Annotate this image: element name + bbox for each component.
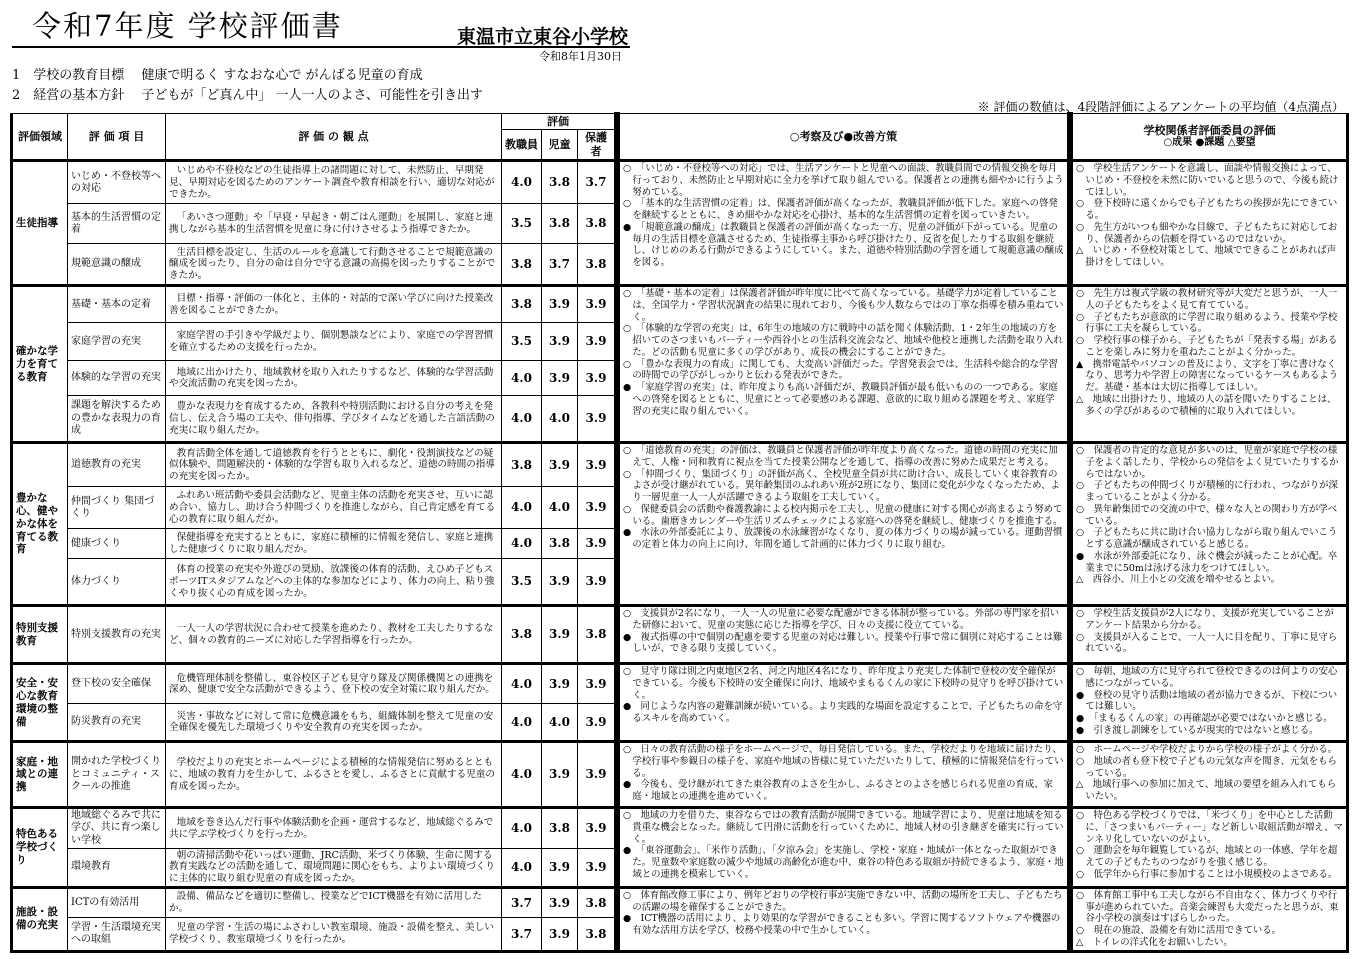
view-cell: 危機管理体制を整備し、東谷校区子ども見守り隊及び関係機関との連携を深め、健康で安全な活動ができるよう、登下校の安全対策に取り組んだか。 — [166, 664, 502, 704]
item-cell: 基本的生活習慣の定着 — [68, 204, 166, 244]
committee-line: ○ 地域の者も登下校で子どもの元気な声を聞き、元気をもらっている。 — [1076, 755, 1337, 779]
area-cell: 施設・設備の充実 — [12, 887, 68, 951]
committee-line: ○ 保護者の肯定的な意見が多いのは、児童が家庭で学校の様子をよく話したり、学校からの発信をよく見ていたりするからではないか。 — [1076, 445, 1339, 480]
area-cell: 特色ある学校づくり — [12, 808, 68, 888]
review-line: ● 水泳の外部委託により、放課後の水泳練習がなくなり、夏の体力づくりの場が減っている。運動習慣の定着と体力の向上に向け、年間を通して計画的に体力づくりに取り組む。 — [623, 527, 1063, 551]
review-line: ○ 「基礎・基本の定着」は保護者評価が昨年度に比べて高くなっている。基礎学力が定着していることは、全国学力・学習状況調査の結果に現れており、今後も少人数ならではの丁寧な指導を積み重ねていく。 — [623, 288, 1064, 323]
committee-line: ● 登校の見守り活動は地域の者が協力できるが、下校については難しい。 — [1076, 689, 1338, 713]
score-child: 4.0 — [542, 704, 578, 742]
committee-line: ○ 学校生活支援員が2人になり、支援が充実していることがアンケート結果から分かる。 — [1076, 608, 1334, 631]
score-staff: 3.8 — [502, 286, 542, 323]
col-child: 児童 — [542, 130, 578, 161]
committee-cell — [1072, 808, 1348, 888]
item-cell: 開かれた学校づくりとコミュニティ・スクールの推進 — [68, 742, 166, 808]
view-cell: 「あいさつ運動」や「早寝・早起き・朝ごはん運動」を展開し、家庭と連携しながら基本的生活習慣を児童に身に付けさせるよう指導できたか。 — [166, 204, 502, 244]
score-parent: 3.9 — [578, 323, 616, 361]
score-parent: 3.8 — [578, 918, 616, 951]
score-note: ※ 評価の数値は、4段階評価によるアンケートの平均値（4点満点） — [977, 100, 1344, 114]
table-row — [12, 286, 1348, 323]
score-parent: 3.9 — [578, 664, 616, 704]
score-parent: 3.9 — [578, 443, 616, 487]
review-line: ● 「東谷運動会」、「米作り活動」、「夕涼み会」を実施し、学校・家庭・地域が一体となった取組ができた。児童数や家庭数の減少や地域の高齢化が進む中、東谷の特色ある取組が持続できるよう、家庭・地域との連携を模索していく。 — [623, 845, 1064, 880]
committee-cell — [1072, 664, 1348, 742]
score-child: 3.8 — [542, 808, 578, 849]
col-staff: 教職員 — [502, 130, 542, 161]
review-line: ○ 「豊かな表現力の育成」に関しても、大変高い評価だった。学習発表会では、生活科や総合的な学習の時間での学びがしっかりと伝わる発表ができた。 — [623, 358, 1058, 382]
review-cell — [619, 161, 1069, 286]
col-area: 評価領域 — [12, 114, 68, 161]
committee-cell — [1072, 606, 1348, 664]
review-cell — [619, 443, 1069, 606]
review-line: ● ICT機器の活用により、より効果的な学習ができることも多い。学習に関するソフトウェアや機器の有効な活用方法を学び、校務や授業の中で生かしていく。 — [623, 913, 1061, 937]
score-parent: 3.9 — [578, 487, 616, 529]
view-cell: いじめや不登校などの生徒指導上の諸問題に対して、未然防止、早期発見、早期対応を図るためのアンケート調査や教育相談を行い、適切な対応ができたか。 — [166, 161, 502, 204]
table-row — [12, 742, 1348, 808]
item-cell: 環境教育 — [68, 848, 166, 887]
committee-cell — [1072, 286, 1348, 443]
score-staff: 3.8 — [502, 606, 542, 664]
score-child: 3.9 — [542, 361, 578, 396]
committee-line: ● 「まもるくんの家」の再確認が必要ではないかと感じる。 — [1076, 713, 1333, 725]
view-cell: ふれあい班活動や委員会活動など、児童主体の活動を充実させ、互いに認め合い、協力し、助け合う仲間づくりを推進しながら、自己肯定感を育てる心の教育に取り組んだか。 — [166, 487, 502, 529]
table-row — [12, 887, 1348, 917]
score-parent: 3.9 — [578, 742, 616, 808]
table-row — [12, 443, 1348, 487]
committee-line: △ トイレの洋式化をお願いしたい。 — [1076, 936, 1233, 948]
review-line: ○ 保健委員会の活動や養護教諭による校内掲示を工夫し、児童の健康に対する関心が高まるよう努めている。歯磨きカレンダーや生活リズムチェックによる家庭への啓発を継続し、健康づくりを推進する。 — [623, 503, 1063, 527]
view-cell: 地域を巻き込んだ行事や体験活動を企画・運営するなど、地域総ぐるみで共に学ぶ学校づくりを行ったか。 — [166, 808, 502, 849]
committee-line: ○ 毎朝、地域の方に見守られて登校できるのは何よりの安心感につながっている。 — [1076, 666, 1338, 689]
score-child: 3.8 — [542, 161, 578, 204]
table-row — [12, 161, 1348, 204]
score-child: 3.9 — [542, 918, 578, 951]
score-staff: 4.0 — [502, 848, 542, 887]
score-staff: 4.0 — [502, 742, 542, 808]
school-name: 東温市立東谷小学校 — [457, 26, 629, 48]
area-cell: 確かな学力を育てる教育 — [12, 286, 68, 443]
report-date: 令和8年1月30日 — [539, 50, 622, 63]
committee-legend: ○成果 ●課題 △要望 — [1163, 137, 1256, 149]
score-staff: 3.7 — [502, 918, 542, 951]
committee-line: △ いじめ・不登校対策として、地域でできることがあれば声掛けをしてほしい。 — [1076, 245, 1337, 269]
score-parent: 3.9 — [578, 396, 616, 443]
area-cell: 安全・安心な教育環境の整備 — [12, 664, 68, 742]
score-child: 3.9 — [542, 742, 578, 808]
committee-line: ○ 子どもたちに共に助け合い協力しながら取り組んでいこうとする意識が醸成されていると感じる。 — [1076, 527, 1338, 551]
score-child: 3.9 — [542, 606, 578, 664]
item-cell: 仲間づくり 集団づくり — [68, 487, 166, 529]
item-cell: 防災教育の充実 — [68, 704, 166, 742]
score-child: 3.7 — [542, 244, 578, 286]
committee-line: △ 西谷小、川上小との交流を増やせるとよい。 — [1076, 574, 1281, 586]
review-line: ○ 「体験的な学習の充実」は、6年生の地域の方に戦時中の話を聞く体験活動、1・2年生の地域の方を招いてのさつまいもパーティーや西谷小との生活科交流会など、地域や他校と連携した活動を取り入れた。どの活動も児童に多くの学びがあり、成長の機会にすることができた。 — [623, 323, 1063, 358]
score-parent: 3.8 — [578, 204, 616, 244]
score-parent: 3.8 — [578, 606, 616, 664]
view-cell: 保健指導を充実するとともに、家庭に積極的に情報を発信し、家庭と連携した健康づくりに取り組んだか。 — [166, 529, 502, 559]
review-line: ○ 日々の教育活動の様子をホームページで、毎日発信している。また、学校だよりを地域に届けたり、学校行事や参観日の様子を、家庭や地域の皆様に見ていただいたりして、積極的に情報発信を行っている。 — [623, 744, 1064, 779]
score-staff: 4.0 — [502, 361, 542, 396]
review-line: ● 同じような内容の避難訓練が続いている。より実践的な場面を設定することで、子どもたちの命を守るスキルを高めていく。 — [623, 701, 1063, 725]
committee-line: ○ 学校生活アンケートを意識し、面談や情報交換によって、いじめ・不登校を未然に防いでいると思うので、今後も続けてほしい。 — [1076, 163, 1339, 198]
col-parent: 保護者 — [578, 130, 616, 161]
item-cell: 規範意識の醸成 — [68, 244, 166, 286]
view-cell: 豊かな表現力を育成するため、各教科や特別活動における自分の考えを発信し、伝え合う場の工夫や、俳句指導、学びタイムなどを通した言語活動の充実に取り組んだか。 — [166, 396, 502, 443]
col-item: 評 価 項 目 — [68, 114, 166, 161]
score-staff: 3.8 — [502, 244, 542, 286]
review-line: ○ 「仲間づくり、集団づくり」の評価が高く、全校児童全員が共に助け合い、成長していく東谷教育のよさが受け継がれている。異年齢集団のふれあい班が2班になり、集団に変化が少なくなったため、より一層児童一人一人が活躍できるよう取組を工夫していく。 — [623, 468, 1060, 504]
col-view: 評 価 の 観 点 — [166, 114, 502, 161]
score-parent: 3.8 — [578, 887, 616, 917]
item-cell: いじめ・不登校等への対応 — [68, 161, 166, 204]
score-staff: 3.7 — [502, 887, 542, 917]
score-staff: 4.0 — [502, 664, 542, 704]
review-line: ● 複式指導の中で個別の配慮を要する児童の対応は難しい。授業や行事で常に個別に対応することは難しいが、できる限り支援していく。 — [623, 631, 1063, 655]
review-line: ○ 「道徳教育の充実」の評価は、教職員と保護者評価が昨年度より高くなった。道徳の時間の充実に加えて、人権・同和教育に視点を当てた授業公開などを通して、指導の改善に努めた成果だと考える。 — [623, 445, 1058, 468]
col-review: ○考察及び●改善方策 — [619, 114, 1069, 161]
score-child: 3.9 — [542, 887, 578, 917]
committee-line: ○ 現在の施設、設備を有効に活用できている。 — [1076, 925, 1282, 937]
review-cell — [619, 664, 1069, 742]
item-cell: 課題を解決するための豊かな表現力の育成 — [68, 396, 166, 443]
review-line: ● 「規範意識の醸成」は教職員と保護者の評価が高くなった一方、児童の評価が下がっている。児童の毎月の生活目標を意識させるため、生徒指導主事から呼び掛けたり、反省を促したりする取組を継続し、けじめのある行動ができるようにしていく。また、道徳や特別活動の学習を通して規範意識の醸成を図る。 — [623, 221, 1064, 269]
committee-line: ○ 運動会を毎年観覧しているが、地域との一体感、学年を超えての子どもたちのつながりを強く感じる。 — [1076, 845, 1338, 869]
item-cell: 基礎・基本の定着 — [68, 286, 166, 323]
committee-line: ○ 低学年から行事に参加することは小規模校のよさである。 — [1076, 868, 1338, 880]
review-cell — [619, 808, 1069, 888]
view-cell: 設備、備品などを適切に整備し、授業などでICT機器を有効に活用したか。 — [166, 887, 502, 917]
item-cell: 家庭学習の充実 — [68, 323, 166, 361]
score-staff: 3.5 — [502, 559, 542, 606]
management-policy: 2 経営の基本方針 子どもが「ど真ん中」 一人一人のよさ、可能性を引き出す — [12, 88, 484, 103]
review-line: ○ 体育館改修工事により、例年どおりの学校行事が実施できない中、活動の場所を工夫し、子どもたちの活躍の場を確保することができた。 — [623, 889, 1063, 913]
committee-line: ○ 異年齢集団での交流の中で、様々な人との関わり方が学べている。 — [1076, 503, 1338, 527]
committee-cell — [1072, 742, 1348, 808]
committee-line: ○ 先生方は複式学級の教材研究等が大変だと思うが、一人一人の子どもたちをよく見て育てている。 — [1076, 288, 1338, 311]
item-cell: ICTの有効活用 — [68, 887, 166, 917]
committee-cell — [1072, 443, 1348, 606]
score-parent: 3.9 — [578, 704, 616, 742]
score-parent: 3.9 — [578, 808, 616, 849]
view-cell: 教育活動全体を通して道徳教育を行うとともに、劇化・役割演技などの疑似体験や、問題解決的・体験的な学習も取り入れるなど、道徳の時間の指導の充実を図ったか。 — [166, 443, 502, 487]
committee-line: △ 地域行事への参加に加えて、地域の要望を組み入れてもらいたい。 — [1076, 779, 1337, 803]
area-cell: 生徒指導 — [12, 161, 68, 286]
score-child: 4.0 — [542, 487, 578, 529]
score-staff: 3.8 — [502, 443, 542, 487]
item-cell: 特別支援教育の充実 — [68, 606, 166, 664]
item-cell: 学習・生活環境充実への取組 — [68, 918, 166, 951]
score-parent: 3.9 — [578, 529, 616, 559]
col-eval: 評価 — [502, 114, 616, 130]
item-cell: 体力づくり — [68, 559, 166, 606]
education-goal: 1 学校の教育目標 健康で明るく すなおな心で がんばる児童の育成 — [12, 68, 423, 83]
committee-line: ○ 子どもたちの仲間づくりが積極的に行われ、つながりが深まっていることがよく分かる。 — [1076, 480, 1338, 504]
score-staff: 4.0 — [502, 529, 542, 559]
table-body — [12, 161, 1348, 951]
score-staff: 3.5 — [502, 204, 542, 244]
area-cell: 家庭・地域との連携 — [12, 742, 68, 808]
view-cell: 学校だよりの充実とホームページによる積極的な情報発信に努めるとともに、地域の教育力を生かして、ふるさとを愛し、ふるさとに貢献する児童の育成を図ったか。 — [166, 742, 502, 808]
table-row — [12, 808, 1348, 849]
view-cell: 災害・事故などに対して常に危機意識をもち、組織体制を整えて児童の安全確保を優先した環境づくりや安全教育の充実を図ったか。 — [166, 704, 502, 742]
view-cell: 地域に出かけたり、地域教材を取り入れたりするなど、体験的な学習活動や交流活動の充実を図ったか。 — [166, 361, 502, 396]
review-line: ○ 「基本的な生活習慣の定着」は、保護者評価が高くなったが、教職員評価が低下した。家庭への啓発を継続するとともに、きめ細やかな対応を心掛け、基本的な生活習慣の定着を図っていきたい。 — [623, 198, 1058, 222]
area-cell: 豊かな心、健やかな体を育てる教育 — [12, 443, 68, 606]
page-title: 令和7年度 学校評価書 — [32, 9, 343, 43]
score-child: 3.9 — [542, 286, 578, 323]
committee-line: ○ ホームページや学校だよりから学校の様子がよく分かる。 — [1076, 744, 1338, 756]
score-parent: 3.8 — [578, 244, 616, 286]
score-child: 3.8 — [542, 529, 578, 559]
score-child: 4.0 — [542, 396, 578, 443]
committee-line: ○ 先生方がいつも細やかな目線で、子どもたちに対応しており、保護者からの信頼を得ているのではないか。 — [1076, 221, 1338, 245]
score-staff: 3.5 — [502, 323, 542, 361]
committee-line: ● 水泳が外部委託になり、泳ぐ機会が減ったことが心配。卒業までに50mは泳げる泳力をつけてほしい。 — [1076, 550, 1338, 574]
score-staff: 4.0 — [502, 161, 542, 204]
item-cell: 登下校の安全確保 — [68, 664, 166, 704]
view-cell: 生活目標を設定し、生活のルールを意識して行動させることで規範意識の醸成を図ったり、自分の命は自分で守る意識の高揚を図ったりすることができたか。 — [166, 244, 502, 286]
table-row — [12, 664, 1348, 704]
score-child: 3.9 — [542, 559, 578, 606]
committee-line: ▲ 携帯電話やパソコンの普及により、文字を丁寧に書けなくなり、思考力や学習上の障害になっているケースもあるようだ。基礎・基本は大切に指導してほしい。 — [1076, 358, 1339, 394]
score-child: 3.8 — [542, 204, 578, 244]
committee-line: ○ 特色ある学校づくりでは、「米づくり」を中心とした活動に、「さつまいもパーティー」など新しい取組活動が増え、マンネリ化していないのがよい。 — [1076, 810, 1344, 845]
score-child: 3.9 — [542, 664, 578, 704]
score-staff: 4.0 — [502, 808, 542, 849]
committee-line: ● 引き渡し訓練をしているが現実的ではないと感じる。 — [1076, 724, 1319, 736]
review-line: ● 「家庭学習の充実」は、昨年度よりも高い評価だが、教職員評価が最も低いものの一つである。家庭への啓発を図るとともに、児童にとって必要感のある課題、意欲的に取り組める課題を考え、家庭学習の充実に取り組んでいく。 — [623, 382, 1058, 417]
committee-cell — [1072, 887, 1348, 951]
review-cell — [619, 887, 1069, 951]
table-row — [12, 606, 1348, 664]
review-line: ○ 地域の力を借りた、東谷ならではの教育活動が展開できている。地域学習により、児童は地域を知る貴重な機会となった。継続して円滑に活動を行っていくために、地域人材の引き継ぎを確実に行っていく。 — [623, 810, 1064, 845]
review-line: ○ 「いじめ・不登校等への対応」では、生活アンケートと児童への面談、教職員間での情報交換を毎月行っており、未然防止と早期対応に全力を挙げて取り組んでいる。保護者との連携も細やかに行うよう努めている。 — [623, 163, 1064, 198]
committee-line: ○ 体育館工事中も工夫しながら不自由なく、体力づくりや行事が進められていた。音楽会練習も大変だったと思うが、東谷小学校の演奏はすばらしかった。 — [1076, 889, 1339, 925]
item-cell: 道徳教育の充実 — [68, 443, 166, 487]
review-line: ● 今後も、受け継がれてきた東谷教育のよさを生かし、ふるさとのよさを感じられる児童の育成、家庭・地域との連携を進めていく。 — [623, 779, 1054, 803]
col-committee — [1072, 114, 1348, 161]
review-cell — [619, 606, 1069, 664]
committee-cell — [1072, 161, 1348, 286]
review-cell — [619, 742, 1069, 808]
committee-heading: 学校関係者評価委員の評価 — [1143, 123, 1276, 137]
view-cell: 朝の清掃活動や花いっぱい運動、JRC活動、米づくり体験、生命に関する教育実践などの活動を通して、環境問題に関心をもち、よりよい環境づくりに主体的に取り組む児童の育成を図ったか。 — [166, 848, 502, 887]
score-parent: 3.9 — [578, 848, 616, 887]
score-staff: 4.0 — [502, 704, 542, 742]
score-parent: 3.9 — [578, 559, 616, 606]
score-parent: 3.9 — [578, 361, 616, 396]
item-cell: 地域総ぐるみで共に学び、共に育つ楽しい学校 — [68, 808, 166, 849]
score-child: 3.9 — [542, 443, 578, 487]
score-parent: 3.7 — [578, 161, 616, 204]
view-cell: 体育の授業の充実や外遊びの奨励、放課後の体育的活動、えひめ子どもスポーツITスタジアムなどへの主体的な参加などにより、体力の向上、粘り強くやり抜く心の育成を図ったか。 — [166, 559, 502, 606]
review-line: ○ 見守り隊は則之内東地区2名、河之内地区4名になり、昨年度より充実した体制で登校の安全確保ができている。今後も下校時の安全確保に向け、地域やまもるくんの家に下校時の見守りを呼び掛けていく。 — [623, 666, 1064, 701]
view-cell: 児童の学習・生活の場にふさわしい教室環境、施設・設備を整え、美しい学校づくり、教室環境づくりを行ったか。 — [166, 918, 502, 951]
item-cell: 体験的な学習の充実 — [68, 361, 166, 396]
area-cell: 特別支援教育 — [12, 606, 68, 664]
review-line: ○ 支援員が2名になり、一人一人の児童に必要な配慮ができる体制が整っている。外部の専門家を招いた研修において、児童の実態に応じた指導を学び、日々の支援に役立てている。 — [623, 608, 1060, 631]
score-parent: 3.9 — [578, 286, 616, 323]
evaluation-table — [10, 112, 1349, 953]
score-child: 3.9 — [542, 848, 578, 887]
committee-line: ○ 支援員が入ることで、一人一人に目を配り、丁寧に見守られている。 — [1076, 631, 1338, 655]
view-cell: 目標・指導・評価の一体化と、主体的・対話的で深い学びに向けた授業改善を図ることができたか。 — [166, 286, 502, 323]
item-cell: 健康づくり — [68, 529, 166, 559]
view-cell: 家庭学習の手引きや学級だより、個別懇談などにより、家庭での学習習慣を確立するための支援を行ったか。 — [166, 323, 502, 361]
committee-line: ○ 子どもたちが意欲的に学習に取り組めるよう、授業や学校行事に工夫を凝らしている。 — [1076, 311, 1338, 335]
review-cell — [619, 286, 1069, 443]
score-staff: 4.0 — [502, 487, 542, 529]
score-child: 3.9 — [542, 323, 578, 361]
score-staff: 4.0 — [502, 396, 542, 443]
view-cell: 一人一人の学習状況に合わせて授業を進めたり、教材を工夫したりするなど、個々の教育的ニーズに対応した学習指導を行ったか。 — [166, 606, 502, 664]
committee-line: ○ 学校行事の様子から、子どもたちが「発表する場」があることを楽しみに努力を重ねたことがよく分かった。 — [1076, 335, 1338, 358]
committee-line: ○ 登下校時に遠くからでも子どもたちの挨拶が先にできている。 — [1076, 198, 1338, 222]
committee-line: △ 地域に出掛けたり、地域の人の話を聞いたりすることは、多くの学びがあるので積極的に取り入れてほしい。 — [1076, 393, 1337, 417]
